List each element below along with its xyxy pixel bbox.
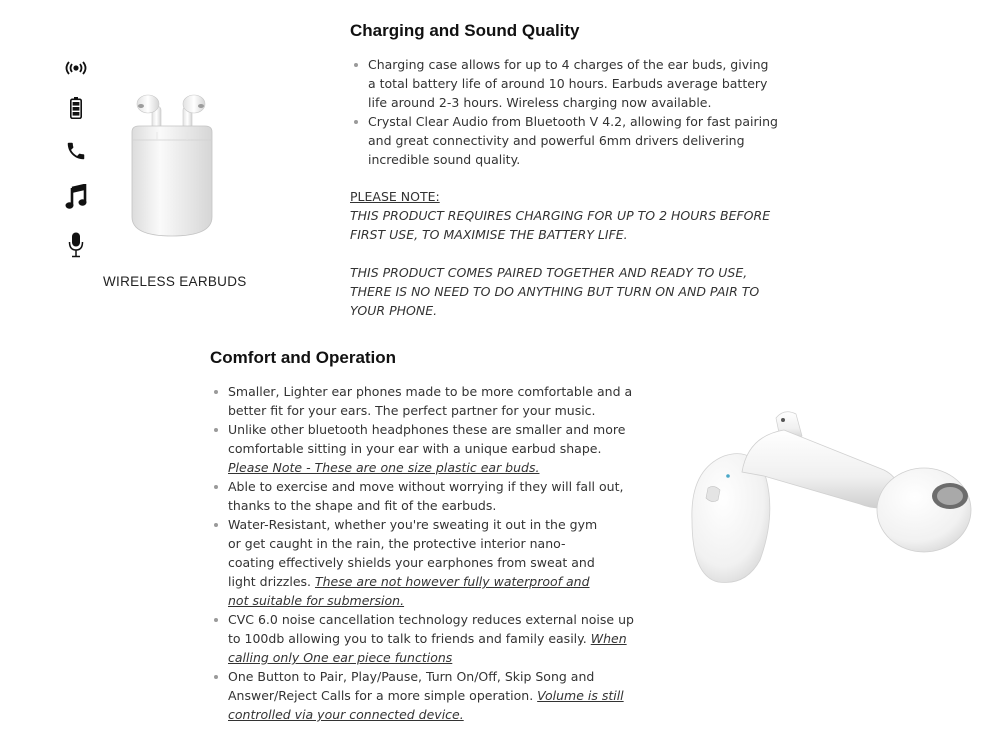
bullet-text: One Button to Pair, Play/Pause, Turn On/Off, Skip Song and Answer/Reject Calls for a more simple operation. bbox=[228, 669, 595, 703]
please-note-block bbox=[350, 187, 790, 320]
bullet-text: Able to exercise and move without worrying if they will fall out, thanks to the shape and fit of the earbuds. bbox=[228, 479, 624, 513]
list-item bbox=[210, 667, 640, 724]
bullet-note: Please Note - These are one size plastic ear buds. bbox=[228, 460, 540, 475]
comfort-bullet-list bbox=[210, 382, 640, 724]
charging-section-title: Charging and Sound Quality bbox=[350, 21, 580, 40]
phone-icon bbox=[65, 140, 87, 162]
list-item: Crystal Clear Audio from Bluetooth V 4.2, allowing for fast pairing and great connectivity and powerful 6mm drivers delivering incredible sound quality. bbox=[350, 112, 780, 169]
microphone-icon bbox=[68, 232, 84, 258]
charging-note-text: THIS PRODUCT REQUIRES CHARGING FOR UP TO 2 HOURS BEFORE FIRST USE, TO MAXIMISE THE BATTERY LIFE. bbox=[350, 208, 771, 242]
charging-bullet-list bbox=[350, 55, 780, 169]
list-item bbox=[210, 610, 640, 667]
list-item: Charging case allows for up to 4 charges of the ear buds, giving a total battery life of around 10 hours. Earbuds average battery life around 2-3 hours. Wireless charging now available. bbox=[350, 55, 780, 112]
please-note-heading: PLEASE NOTE: bbox=[350, 189, 440, 204]
wireless-earbuds-label: WIRELESS EARBUDS bbox=[103, 274, 247, 289]
bullet-note: When calling only One ear piece functions bbox=[228, 631, 627, 665]
earbud-closeup-image bbox=[684, 400, 984, 604]
bullet-note: These are not however fully waterproof and not suitable for submersion. bbox=[228, 574, 590, 608]
comfort-section-title: Comfort and Operation bbox=[210, 348, 397, 367]
list-item bbox=[210, 382, 640, 420]
bullet-text: CVC 6.0 noise cancellation technology reduces external noise up to 100db allowing you to talk to friends and family easily. bbox=[228, 612, 634, 646]
bullet-text: Unlike other bluetooth headphones these are smaller and more comfortable sitting in your ear with a unique earbud shape. bbox=[228, 422, 626, 456]
bullet-text: Smaller, Lighter ear phones made to be more comfortable and a better fit for your ears. The perfect partner for your music. bbox=[228, 384, 633, 418]
wireless-signal-icon bbox=[63, 60, 89, 76]
music-note-icon bbox=[65, 184, 87, 210]
list-item bbox=[210, 420, 640, 477]
pairing-note-text: THIS PRODUCT COMES PAIRED TOGETHER AND READY TO USE, THERE IS NO NEED TO DO ANYTHING BUT TURN ON AND PAIR TO YOUR PHONE. bbox=[350, 265, 760, 318]
bullet-note: Volume is still controlled via your connected device. bbox=[228, 688, 624, 722]
list-item bbox=[210, 477, 640, 515]
list-item bbox=[210, 515, 640, 610]
battery-icon bbox=[70, 97, 82, 119]
charging-case-image bbox=[127, 92, 217, 244]
product-graphic-charging-case bbox=[55, 50, 255, 300]
bullet-text: Water-Resistant, whether you're sweating it out in the gym or get caught in the rain, the protective interior nano-coating effectively shields your earphones from sweat and light drizzles. bbox=[228, 517, 598, 589]
